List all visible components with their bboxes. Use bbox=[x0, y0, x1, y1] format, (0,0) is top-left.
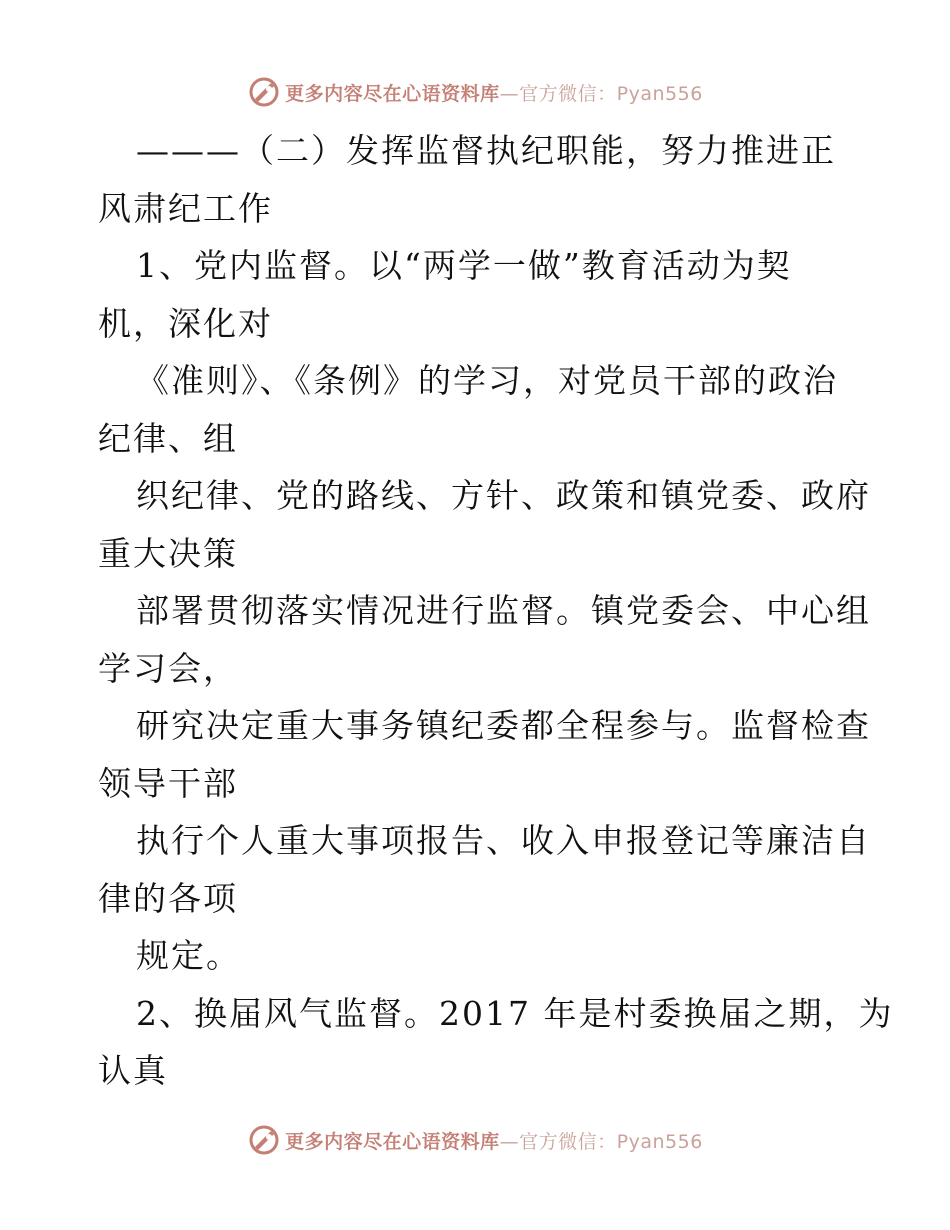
text-line: ———（二）发挥监督执纪职能，努力推进正 bbox=[136, 131, 836, 170]
text-line: 领导干部 bbox=[98, 763, 238, 803]
text-line: 重大决策 bbox=[98, 533, 238, 573]
watermark-header bbox=[0, 72, 950, 112]
brand-logo-icon bbox=[247, 1123, 281, 1157]
watermark-text: 更多内容尽在心语资料库—官方微信：Pyan556 bbox=[285, 82, 703, 105]
watermark-footer bbox=[0, 1120, 950, 1160]
text-line: 《准则》、《条例》的学习，对党员干部的政治 bbox=[136, 361, 838, 400]
text-line: 研究决定重大事务镇纪委都全程参与。监督检查 bbox=[136, 706, 871, 745]
text-line: 学习会， bbox=[98, 648, 238, 688]
text-line: 2、换届风气监督。2017 年是村委换届之期，为 bbox=[136, 993, 894, 1033]
text-line: 执行个人重大事项报告、收入申报登记等廉洁自 bbox=[136, 821, 871, 860]
brand-logo-icon bbox=[247, 75, 281, 109]
text-line: 律的各项 bbox=[98, 878, 238, 918]
watermark-text: 更多内容尽在心语资料库—官方微信：Pyan556 bbox=[285, 1130, 703, 1153]
text-line: 风肃纪工作 bbox=[98, 188, 273, 228]
text-line: 1、党内监督。以“两学一做”教育活动为契 bbox=[136, 246, 792, 285]
text-line: 织纪律、党的路线、方针、政策和镇党委、政府 bbox=[136, 476, 871, 515]
text-line: 部署贯彻落实情况进行监督。镇党委会、中心组 bbox=[136, 591, 871, 630]
document-body bbox=[98, 122, 894, 1100]
text-line: 纪律、组 bbox=[98, 418, 238, 458]
text-line: 规定。 bbox=[136, 936, 241, 975]
text-line: 认真 bbox=[98, 1051, 168, 1090]
text-line: 机，深化对 bbox=[98, 303, 273, 343]
